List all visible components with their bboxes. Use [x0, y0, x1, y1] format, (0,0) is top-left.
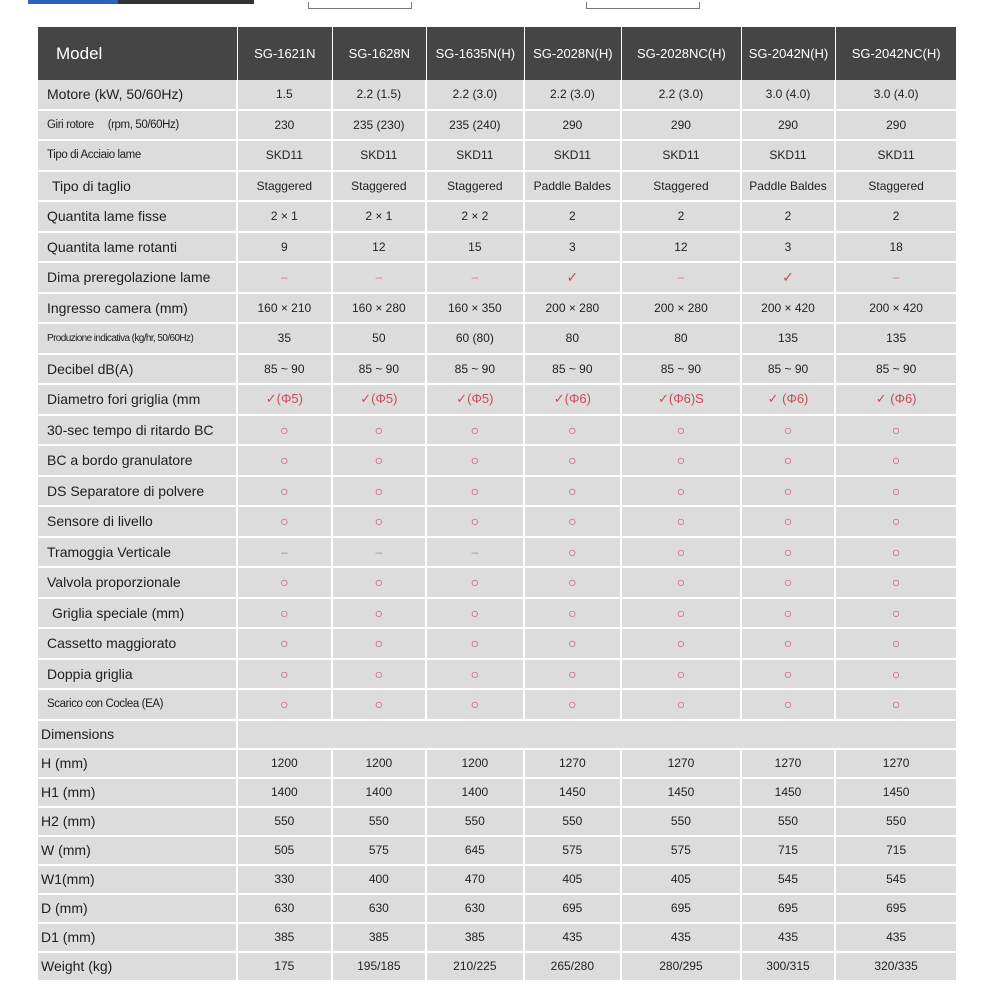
cell-value: 85 ~ 90: [238, 355, 333, 386]
dimensions-header-row: [38, 721, 956, 750]
cell-value: 160 × 210: [238, 294, 333, 325]
check-value: ✓ (Φ6): [836, 385, 956, 416]
cell-value: Staggered: [836, 172, 956, 203]
cell-value: 2.2 (1.5): [333, 80, 428, 111]
cell-value: 280/295: [622, 953, 742, 982]
cell-value: 135: [836, 324, 956, 355]
cell-value: 2 × 1: [333, 202, 428, 233]
cell-value: 12: [622, 233, 742, 264]
row-label: Produzione indicativa (kg/hr, 50/60Hz): [38, 324, 238, 355]
circle-icon: ○: [333, 599, 428, 630]
cell-value: 2 × 2: [427, 202, 525, 233]
cell-value: 550: [622, 808, 742, 837]
cell-value: 630: [333, 895, 428, 924]
cell-value: SKD11: [836, 141, 956, 172]
table-row-d: [38, 895, 956, 924]
circle-icon: ○: [525, 599, 623, 630]
circle-icon: ○: [836, 690, 956, 721]
table-row-decibel: [38, 355, 956, 386]
cell-value: SKD11: [238, 141, 333, 172]
circle-icon: ○: [238, 416, 333, 447]
cell-value: 320/335: [836, 953, 956, 982]
cell-value: Staggered: [238, 172, 333, 203]
circle-icon: ○: [333, 629, 428, 660]
cell-value: 1270: [836, 750, 956, 779]
circle-icon: ○: [427, 477, 525, 508]
row-label: Cassetto maggiorato: [38, 629, 238, 660]
row-label: Sensore di livello: [38, 507, 238, 538]
table-row-h2: [38, 808, 956, 837]
circle-icon: ○: [742, 660, 837, 691]
check-value: ✓(Φ5): [427, 385, 525, 416]
dimension-bracket-1: [308, 2, 412, 9]
cell-value: 3.0 (4.0): [742, 80, 837, 111]
table-row-diametro: [38, 385, 956, 416]
cell-value: 1270: [742, 750, 837, 779]
model-column-header: SG-1635N(H): [427, 27, 525, 80]
row-label: Tipo di taglio: [38, 172, 238, 203]
dash-icon: –: [333, 538, 428, 569]
circle-icon: ○: [836, 660, 956, 691]
cell-value: 630: [427, 895, 525, 924]
model-header: Model: [38, 27, 238, 80]
row-label: 30-sec tempo di ritardo BC: [38, 416, 238, 447]
dimensions-header-blank: [238, 721, 956, 750]
circle-icon: ○: [238, 660, 333, 691]
cell-value: 265/280: [525, 953, 623, 982]
dimension-bracket-2: [586, 2, 700, 9]
circle-icon: ○: [836, 568, 956, 599]
circle-icon: ○: [427, 690, 525, 721]
cell-value: 405: [622, 866, 742, 895]
table-row-valvola: [38, 568, 956, 599]
cell-value: 575: [622, 837, 742, 866]
circle-icon: ○: [333, 568, 428, 599]
circle-icon: ○: [238, 599, 333, 630]
table-row-sensore: [38, 507, 956, 538]
row-label: D (mm): [38, 895, 238, 924]
cell-value: 290: [836, 111, 956, 142]
cell-value: 1200: [427, 750, 525, 779]
row-label: H2 (mm): [38, 808, 238, 837]
cell-value: SKD11: [622, 141, 742, 172]
cell-value: 695: [742, 895, 837, 924]
circle-icon: ○: [742, 477, 837, 508]
cell-value: 470: [427, 866, 525, 895]
cell-value: 200 × 280: [622, 294, 742, 325]
cell-value: 435: [622, 924, 742, 953]
cell-value: 9: [238, 233, 333, 264]
table-row-ds-separatore: [38, 477, 956, 508]
spec-table: [38, 27, 956, 982]
cell-value: 80: [622, 324, 742, 355]
cell-value: Paddle Baldes: [742, 172, 837, 203]
top-strip: [0, 0, 1000, 14]
cell-value: 2: [622, 202, 742, 233]
row-label: Decibel dB(A): [38, 355, 238, 386]
cell-value: 630: [238, 895, 333, 924]
cell-value: 85 ~ 90: [333, 355, 428, 386]
table-row-doppia: [38, 660, 956, 691]
cell-value: 1450: [525, 779, 623, 808]
table-row-taglio: [38, 172, 956, 203]
table-row-acciaio: [38, 141, 956, 172]
row-label: Ingresso camera (mm): [38, 294, 238, 325]
circle-icon: ○: [525, 477, 623, 508]
cell-value: 435: [525, 924, 623, 953]
table-row-h: [38, 750, 956, 779]
model-column-header: SG-2028NC(H): [622, 27, 742, 80]
cell-value: 575: [333, 837, 428, 866]
row-label: Diametro fori griglia (mm: [38, 385, 238, 416]
cell-value: 2: [742, 202, 837, 233]
cell-value: 290: [622, 111, 742, 142]
dash-icon: –: [622, 263, 742, 294]
cell-value: 1270: [622, 750, 742, 779]
cell-value: 85 ~ 90: [525, 355, 623, 386]
cell-value: 230: [238, 111, 333, 142]
cell-value: 2 × 1: [238, 202, 333, 233]
cell-value: 290: [525, 111, 623, 142]
circle-icon: ○: [742, 538, 837, 569]
cell-value: 550: [525, 808, 623, 837]
row-label: BC a bordo granulatore: [38, 446, 238, 477]
table-row-w1: [38, 866, 956, 895]
cell-value: 135: [742, 324, 837, 355]
row-label: Giri rotore (rpm, 50/60Hz): [38, 111, 238, 142]
circle-icon: ○: [622, 477, 742, 508]
cell-value: 545: [742, 866, 837, 895]
circle-icon: ○: [742, 568, 837, 599]
circle-icon: ○: [333, 507, 428, 538]
circle-icon: ○: [836, 599, 956, 630]
circle-icon: ○: [333, 660, 428, 691]
model-column-header: SG-2028N(H): [525, 27, 623, 80]
cell-value: 2.2 (3.0): [427, 80, 525, 111]
row-label: Scarico con Coclea (EA): [38, 690, 238, 721]
cell-value: SKD11: [525, 141, 623, 172]
circle-icon: ○: [238, 477, 333, 508]
cell-value: 80: [525, 324, 623, 355]
row-label: Motore (kW, 50/60Hz): [38, 80, 238, 111]
circle-icon: ○: [333, 477, 428, 508]
cell-value: 695: [525, 895, 623, 924]
circle-icon: ○: [742, 446, 837, 477]
cell-value: 1.5: [238, 80, 333, 111]
row-label: DS Separatore di polvere: [38, 477, 238, 508]
circle-icon: ○: [238, 690, 333, 721]
circle-icon: ○: [238, 446, 333, 477]
cell-value: 2: [836, 202, 956, 233]
table-row-d1: [38, 924, 956, 953]
table-row-ritardo: [38, 416, 956, 447]
cell-value: 715: [836, 837, 956, 866]
cell-value: 435: [836, 924, 956, 953]
table-row-griglia-speciale: [38, 599, 956, 630]
circle-icon: ○: [622, 629, 742, 660]
cell-value: 1400: [333, 779, 428, 808]
circle-icon: ○: [427, 568, 525, 599]
row-label: Dima preregolazione lame: [38, 263, 238, 294]
cell-value: SKD11: [427, 141, 525, 172]
cell-value: Staggered: [622, 172, 742, 203]
cell-value: 60 (80): [427, 324, 525, 355]
cell-value: 545: [836, 866, 956, 895]
circle-icon: ○: [427, 629, 525, 660]
check-value: ✓(Φ6): [525, 385, 623, 416]
circle-icon: ○: [742, 599, 837, 630]
circle-icon: ○: [333, 446, 428, 477]
table-row-cassetto: [38, 629, 956, 660]
circle-icon: ○: [742, 690, 837, 721]
logo-bar-dark: [118, 0, 254, 4]
circle-icon: ○: [333, 690, 428, 721]
cell-value: 1400: [427, 779, 525, 808]
table-row-lame-rotanti: [38, 233, 956, 264]
table-row-produzione: [38, 324, 956, 355]
cell-value: 1270: [525, 750, 623, 779]
cell-value: 2.2 (3.0): [525, 80, 623, 111]
circle-icon: ○: [427, 507, 525, 538]
circle-icon: ○: [622, 599, 742, 630]
cell-value: 2: [525, 202, 623, 233]
circle-icon: ○: [742, 507, 837, 538]
table-row-w: [38, 837, 956, 866]
table-row-lame-fisse: [38, 202, 956, 233]
cell-value: Paddle Baldes: [525, 172, 623, 203]
cell-value: 235 (240): [427, 111, 525, 142]
cell-value: 385: [238, 924, 333, 953]
cell-value: 645: [427, 837, 525, 866]
cell-value: 695: [836, 895, 956, 924]
cell-value: 2.2 (3.0): [622, 80, 742, 111]
cell-value: 200 × 420: [836, 294, 956, 325]
circle-icon: ○: [742, 416, 837, 447]
cell-value: 550: [836, 808, 956, 837]
check-icon: ✓: [525, 263, 623, 294]
cell-value: 385: [427, 924, 525, 953]
cell-value: 3: [742, 233, 837, 264]
cell-value: 405: [525, 866, 623, 895]
check-value: ✓(Φ5): [333, 385, 428, 416]
cell-value: 3: [525, 233, 623, 264]
dash-icon: –: [427, 538, 525, 569]
cell-value: 85 ~ 90: [622, 355, 742, 386]
circle-icon: ○: [525, 416, 623, 447]
model-column-header: SG-2042NC(H): [836, 27, 956, 80]
circle-icon: ○: [427, 446, 525, 477]
dash-icon: –: [836, 263, 956, 294]
cell-value: 1450: [742, 779, 837, 808]
circle-icon: ○: [525, 629, 623, 660]
cell-value: SKD11: [742, 141, 837, 172]
dash-icon: –: [238, 538, 333, 569]
circle-icon: ○: [238, 629, 333, 660]
model-column-header: SG-1621N: [238, 27, 333, 80]
cell-value: 385: [333, 924, 428, 953]
circle-icon: ○: [525, 446, 623, 477]
row-label: H1 (mm): [38, 779, 238, 808]
circle-icon: ○: [622, 416, 742, 447]
dash-icon: –: [427, 263, 525, 294]
cell-value: 85 ~ 90: [836, 355, 956, 386]
table-row-weight: [38, 953, 956, 982]
model-column-header: SG-2042N(H): [742, 27, 837, 80]
cell-value: 550: [742, 808, 837, 837]
cell-value: 15: [427, 233, 525, 264]
logo-bar-blue: [28, 0, 118, 4]
cell-value: 715: [742, 837, 837, 866]
circle-icon: ○: [427, 660, 525, 691]
cell-value: 35: [238, 324, 333, 355]
row-label: Griglia speciale (mm): [38, 599, 238, 630]
cell-value: 330: [238, 866, 333, 895]
cell-value: 1450: [622, 779, 742, 808]
circle-icon: ○: [238, 568, 333, 599]
table-row-dima: [38, 263, 956, 294]
cell-value: 195/185: [333, 953, 428, 982]
check-value: ✓(Φ5): [238, 385, 333, 416]
circle-icon: ○: [525, 538, 623, 569]
dash-icon: –: [333, 263, 428, 294]
circle-icon: ○: [836, 538, 956, 569]
cell-value: Staggered: [427, 172, 525, 203]
circle-icon: ○: [622, 568, 742, 599]
cell-value: 550: [238, 808, 333, 837]
model-column-header: SG-1628N: [333, 27, 428, 80]
cell-value: 550: [427, 808, 525, 837]
cell-value: 85 ~ 90: [742, 355, 837, 386]
cell-value: 50: [333, 324, 428, 355]
circle-icon: ○: [836, 477, 956, 508]
table-row-tramoggia: [38, 538, 956, 569]
cell-value: 695: [622, 895, 742, 924]
table-row-motore: [38, 80, 956, 111]
row-label: W1(mm): [38, 866, 238, 895]
cell-value: 550: [333, 808, 428, 837]
cell-value: 235 (230): [333, 111, 428, 142]
cell-value: 435: [742, 924, 837, 953]
cell-value: 85 ~ 90: [427, 355, 525, 386]
cell-value: 175: [238, 953, 333, 982]
circle-icon: ○: [742, 629, 837, 660]
row-label: Tramoggia Verticale: [38, 538, 238, 569]
table-row-bc-bordo: [38, 446, 956, 477]
header-row: [38, 27, 956, 80]
circle-icon: ○: [333, 416, 428, 447]
cell-value: 160 × 280: [333, 294, 428, 325]
cell-value: 400: [333, 866, 428, 895]
cell-value: 1200: [238, 750, 333, 779]
check-value: ✓(Φ6)S: [622, 385, 742, 416]
row-label: Valvola proporzionale: [38, 568, 238, 599]
check-value: ✓ (Φ6): [742, 385, 837, 416]
circle-icon: ○: [525, 568, 623, 599]
circle-icon: ○: [622, 507, 742, 538]
circle-icon: ○: [622, 538, 742, 569]
table-row-ingresso: [38, 294, 956, 325]
cell-value: 290: [742, 111, 837, 142]
circle-icon: ○: [525, 690, 623, 721]
cell-value: 18: [836, 233, 956, 264]
circle-icon: ○: [525, 507, 623, 538]
cell-value: 12: [333, 233, 428, 264]
cell-value: 300/315: [742, 953, 837, 982]
circle-icon: ○: [525, 660, 623, 691]
dash-icon: –: [238, 263, 333, 294]
cell-value: 1200: [333, 750, 428, 779]
row-label: Tipo di Acciaio lame: [38, 141, 238, 172]
cell-value: 160 × 350: [427, 294, 525, 325]
circle-icon: ○: [836, 416, 956, 447]
cell-value: 200 × 420: [742, 294, 837, 325]
check-icon: ✓: [742, 263, 837, 294]
cell-value: 505: [238, 837, 333, 866]
cell-value: 1400: [238, 779, 333, 808]
row-label: D1 (mm): [38, 924, 238, 953]
cell-value: 575: [525, 837, 623, 866]
dimensions-section-label: Dimensions: [38, 721, 238, 750]
circle-icon: ○: [622, 690, 742, 721]
row-label: W (mm): [38, 837, 238, 866]
cell-value: 1450: [836, 779, 956, 808]
cell-value: Staggered: [333, 172, 428, 203]
circle-icon: ○: [238, 507, 333, 538]
row-label: Doppia griglia: [38, 660, 238, 691]
row-label: Weight (kg): [38, 953, 238, 982]
cell-value: 200 × 280: [525, 294, 623, 325]
row-label: H (mm): [38, 750, 238, 779]
table-row-giri: [38, 111, 956, 142]
cell-value: 210/225: [427, 953, 525, 982]
circle-icon: ○: [427, 416, 525, 447]
circle-icon: ○: [836, 507, 956, 538]
table-row-scarico: [38, 690, 956, 721]
cell-value: SKD11: [333, 141, 428, 172]
circle-icon: ○: [836, 629, 956, 660]
circle-icon: ○: [622, 446, 742, 477]
circle-icon: ○: [427, 599, 525, 630]
circle-icon: ○: [622, 660, 742, 691]
row-label: Quantita lame rotanti: [38, 233, 238, 264]
table-row-h1: [38, 779, 956, 808]
row-label: Quantita lame fisse: [38, 202, 238, 233]
circle-icon: ○: [836, 446, 956, 477]
cell-value: 3.0 (4.0): [836, 80, 956, 111]
